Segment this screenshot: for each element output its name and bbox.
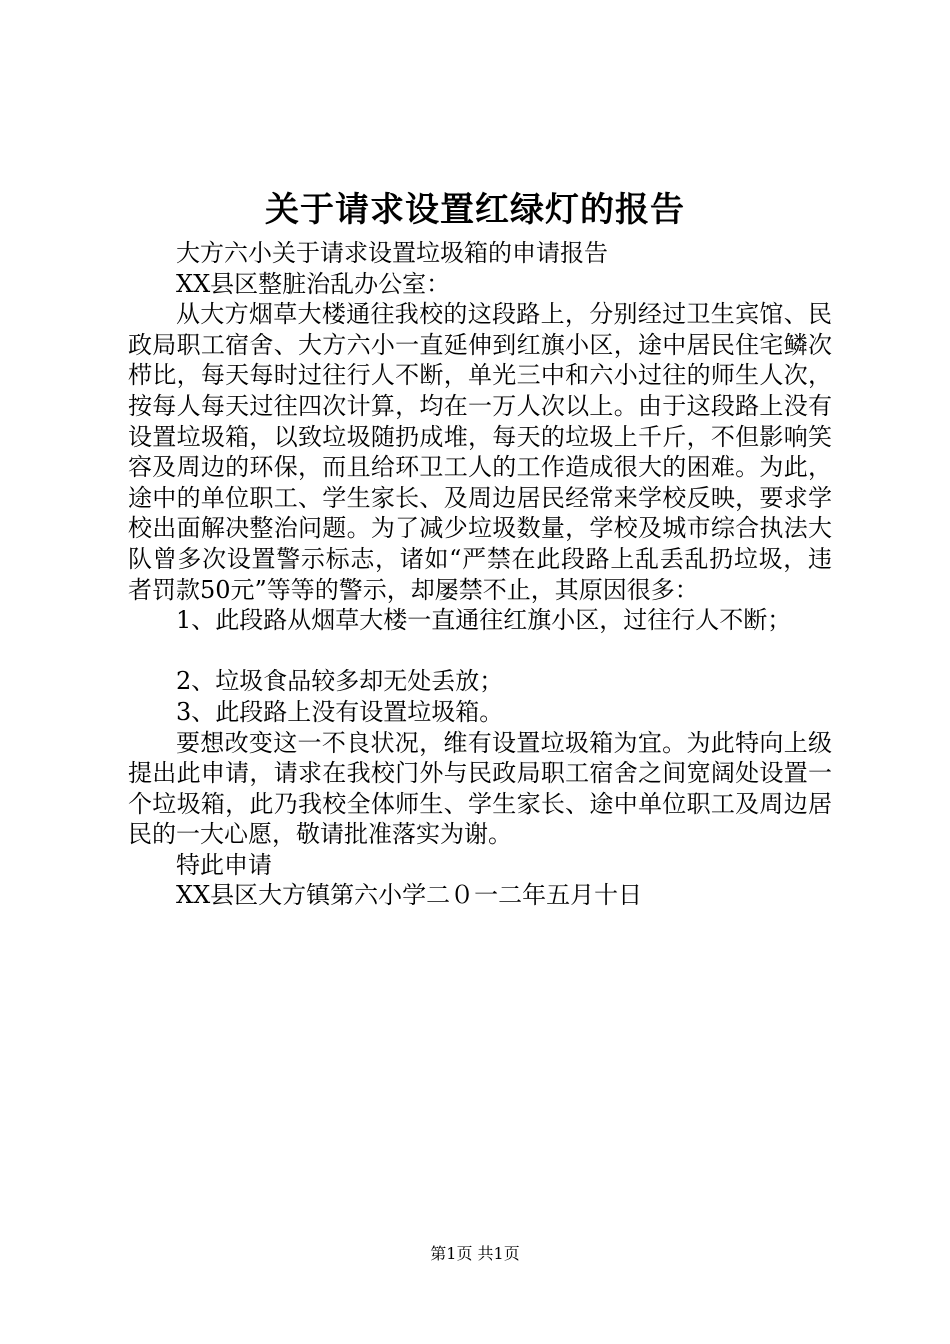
reason-item-3: 3、此段路上没有设置垃圾箱。 xyxy=(176,697,504,726)
page-number: 第1页 共1页 xyxy=(430,1244,520,1263)
page-title: 关于请求设置红绿灯的报告 xyxy=(265,190,685,230)
recipient-line: XX县区整脏治乱办公室： xyxy=(176,269,451,298)
reason-item-1: 1、此段路从烟草大楼一直通往红旗小区，过往行人不断； xyxy=(176,606,792,635)
body-paragraph: 要想改变这一不良状况，维有设置垃圾箱为宜。为此特向上级提出此申请，请求在我校门外与民政局职工宿舍之间宽阔处设置一个垃圾箱，此乃我校全体师生、学生家长、途中单位职工及周边居民的一大心愿，敬请批准落实为谢。 xyxy=(128,728,832,849)
body-paragraph: 从大方烟草大楼通往我校的这段路上，分别经过卫生宾馆、民政局职工宿舍、大方六小一直延伸到红旗小区，途中居民住宅鳞次栉比，每天每时过往行人不断，单光三中和六小过往的师生人次，按每人每天过往四次计算，均在一万人次以上。由于这段路上没有设置垃圾箱，以致垃圾随扔成堆，每天的垃圾上千斤，不但影响笑容及周边的环保，而且给环卫工人的工作造成很大的困难。为此，途中的单位职工、学生家长、及周边居民经常来学校反映，要求学校出面解决整治问题。为了减少垃圾数量，学校及城市综合执法大队曾多次设置警示标志，诸如“严禁在此段路上乱丢乱扔垃圾，违者罚款50元”等等的警示，却屡禁不止，其原因很多： xyxy=(128,300,832,604)
document-body xyxy=(128,238,832,911)
reason-item-2: 2、垃圾食品较多却无处丢放； xyxy=(176,667,504,696)
paragraph-gap xyxy=(128,636,832,667)
signature-date-line: XX县区大方镇第六小学二０一二年五月十日 xyxy=(176,881,643,910)
closing-line: 特此申请 xyxy=(176,850,272,879)
document-subtitle: 大方六小关于请求设置垃圾箱的申请报告 xyxy=(176,239,608,267)
